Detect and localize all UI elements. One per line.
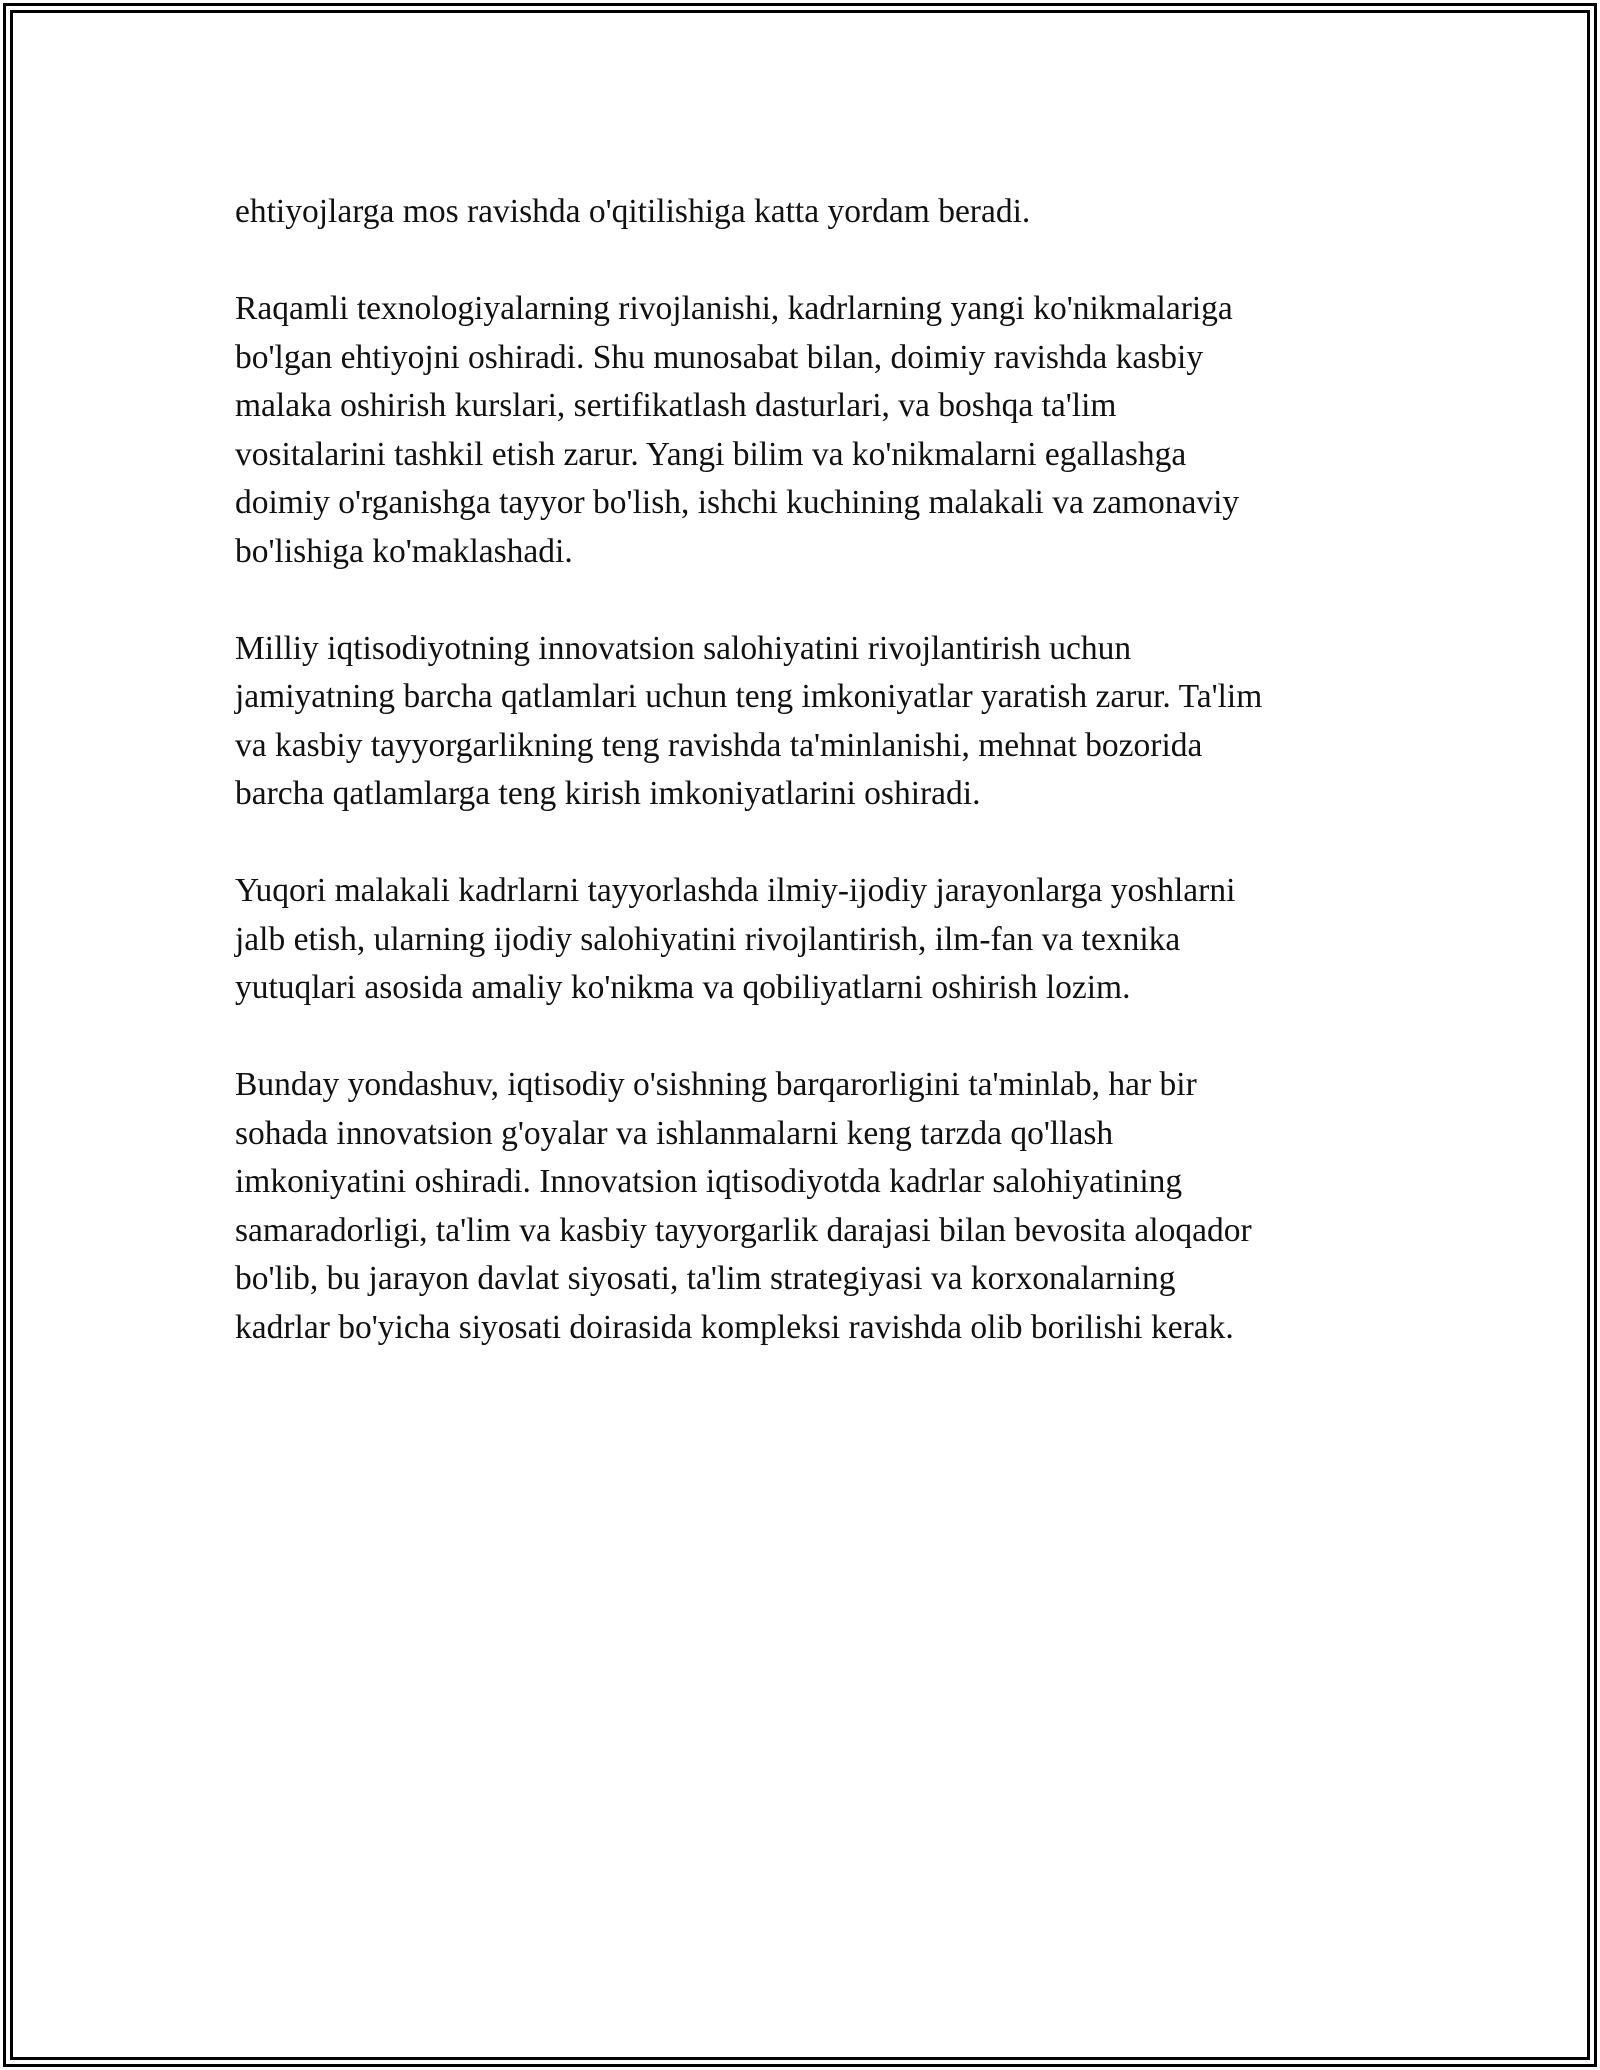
paragraph — [235, 285, 1415, 576]
text-line: bo'lgan ehtiyojni oshiradi. Shu munosabat bilan, doimiy ravishda kasbiy — [235, 338, 1204, 376]
text-line: jamiyatning barcha qatlamlari uchun teng imkoniyatlar yaratish zarur. Ta'lim — [235, 678, 1263, 715]
text-line: bo'lishiga ko'maklashadi. — [235, 532, 573, 570]
text-line: yutuqlari asosida amaliy ko'nikma va qobiliyatlarni oshirish lozim. — [235, 969, 1131, 1006]
text-line: vositalarini tashkil etish zarur. Yangi bilim va ko'nikmalarni egallashga — [235, 435, 1187, 473]
paragraph — [235, 1061, 1415, 1352]
text-line: bo'lib, bu jarayon davlat siyosati, ta'lim strategiyasi va korxonalarning — [235, 1260, 1176, 1297]
text-line: Raqamli texnologiyalarning rivojlanishi, kadrlarning yangi ko'nikmalariga — [235, 290, 1233, 327]
text-line: kadrlar bo'yicha siyosati doirasida kompleksi ravishda olib borilishi kerak. — [235, 1308, 1234, 1346]
paragraph — [235, 188, 1415, 237]
text-line: va kasbiy tayyorgarlikning teng ravishda ta'minlanishi, mehnat bozorida — [235, 726, 1203, 764]
document-body — [235, 188, 1415, 1401]
text-line: malaka oshirish kurslari, sertifikatlash dasturlari, va boshqa ta'lim — [235, 387, 1117, 424]
text-line: Yuqori malakali kadrlarni tayyorlashda ilmiy-ijodiy jarayonlarga yoshlarni — [235, 872, 1236, 909]
text-line: samaradorligi, ta'lim va kasbiy tayyorgarlik darajasi bilan bevosita aloqador — [235, 1211, 1252, 1249]
text-line: doimiy o'rganishga tayyor bo'lish, ishchi kuchining malakali va zamonaviy — [235, 484, 1240, 521]
text-line: sohada innovatsion g'oyalar va ishlanmalarni keng tarzda qo'llash — [235, 1114, 1114, 1152]
text-line: Milliy iqtisodiyotning innovatsion salohiyatini rivojlantirish uchun — [235, 629, 1132, 667]
text-line: ehtiyojlarga mos ravishda o'qitilishiga katta yordam beradi. — [235, 193, 1031, 230]
text-line: barcha qatlamlarga teng kirish imkoniyatlarini oshiradi. — [235, 775, 981, 812]
paragraph — [235, 625, 1415, 819]
text-line: Bunday yondashuv, iqtisodiy o'sishning barqarorligini ta'minlab, har bir — [235, 1066, 1197, 1103]
text-line: jalb etish, ularning ijodiy salohiyatini rivojlantirish, ilm-fan va texnika — [235, 920, 1181, 958]
paragraph — [235, 867, 1415, 1013]
text-line: imkoniyatini oshiradi. Innovatsion iqtisodiyotda kadrlar salohiyatining — [235, 1163, 1183, 1200]
